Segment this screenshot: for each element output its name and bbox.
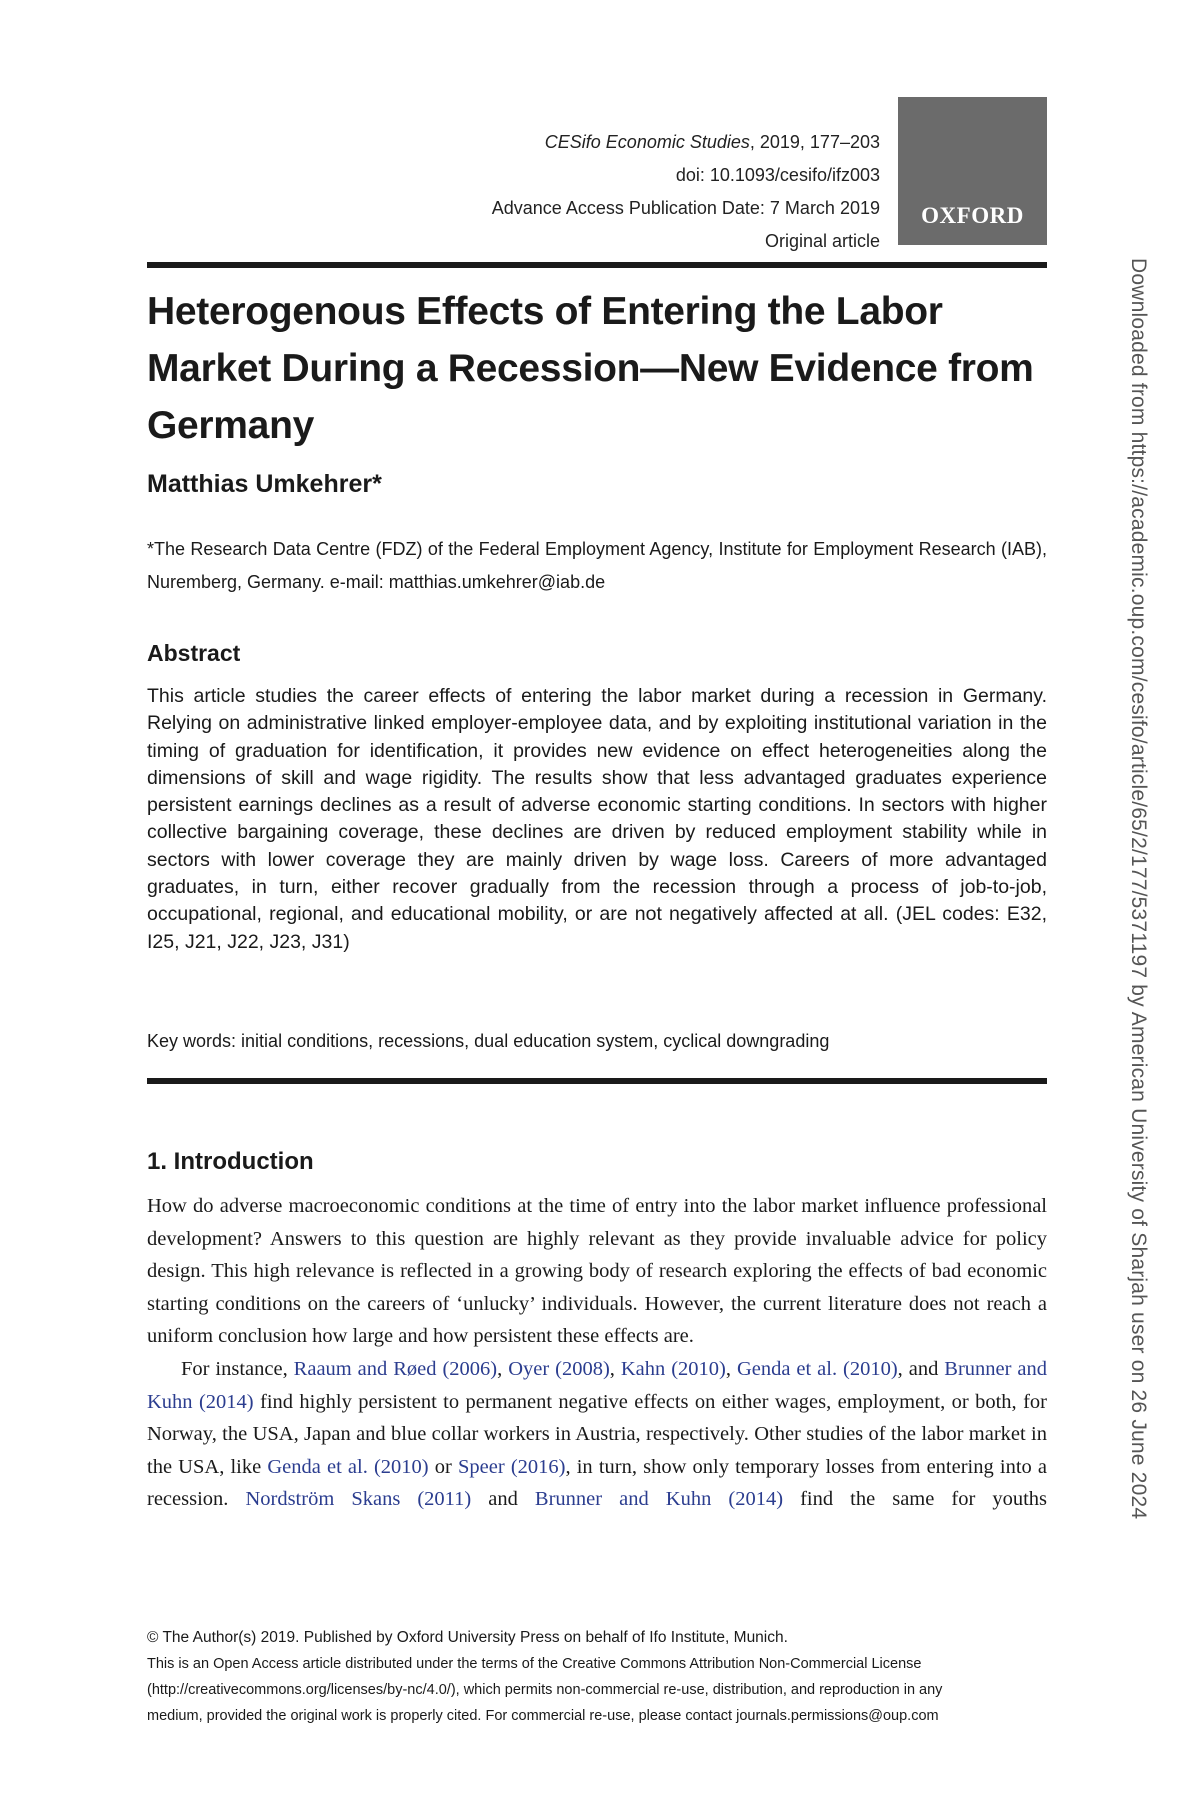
text-span: , in turn, show only temporary losses from entering into a recession. [147, 1455, 1048, 1511]
keywords [147, 1028, 1047, 1054]
citation-volume-pages: , 2019, 177–203 [749, 132, 880, 152]
text-span: find highly persistent to permanent negative effects on either wages, employment, or both, for Norway, the USA, Japan and blue collar workers in Austria, respectively. Other studies of the labor market in the USA, like [147, 1390, 1047, 1478]
header-divider [147, 262, 1047, 268]
page-footer [147, 1625, 1047, 1729]
text-span: , [609, 1357, 621, 1380]
intro-paragraph-1: How do adverse macroeconomic conditions at the time of entry into the labor market influence professional development? Answers to this question are highly relevant as they provide invaluable advice for policy design. This high relevance is reflected in a growing body of research exploring the effects of bad economic starting conditions on the careers of ‘unlucky’ individuals. However, the current literature does not reach a uniform conclusion how large and how persistent these effects are. [147, 1195, 1047, 1348]
section-heading-introduction: 1. Introduction [147, 1148, 314, 1175]
journal-citation [492, 126, 880, 159]
citation-link[interactable]: Kahn (2010) [620, 1357, 726, 1380]
abstract-text: This article studies the career effects of entering the labor market during a recession in Germany. Relying on administrative linked employer-employee data, and by exploiting institutional variation in the timing of graduation for identification, it provides new evidence on effect heterogeneities along the dimensions of skill and wage rigidity. The results show that less advantaged graduates experience persistent earnings declines as a result of adverse economic starting conditions. In sectors with higher collective bargaining coverage, these declines are driven by reduced employment stability while in sectors with lower coverage they are mainly driven by wage loss. Careers of more advantaged graduates, in turn, either recover gradually from the recession through a process of job-to-job, occupational, regional, and educational mobility, or are not negatively affected at all. (JEL codes: E32, I25, J21, J22, J23, J31) [147, 685, 1047, 953]
citation-link[interactable]: Genda et al. (2010) [267, 1455, 429, 1478]
text-span: For instance, [181, 1357, 294, 1380]
introduction-body [147, 1190, 1047, 1516]
copyright-notice: © The Author(s) 2019. Published by Oxford University Press on behalf of Ifo Institute, Munich. [147, 1629, 788, 1646]
article-type: Original article [764, 231, 880, 251]
license-line: medium, provided the original work is properly cited. For commercial re-use, please contact journals.permissions@oup.com [147, 1708, 939, 1724]
download-watermark: Downloaded from https://academic.oup.com/cesifo/article/65/2/177/5371197 by American University of Sharjah user on 26 June 2024 [1127, 258, 1150, 1520]
oxford-logo-text: OXFORD [921, 203, 1024, 228]
author-affiliation: *The Research Data Centre (FDZ) of the Federal Employment Agency, Institute for Employment Research (IAB), Nuremberg, Germany. e-mail: matthias.umkehrer@iab.de [147, 539, 1047, 592]
text-span: or [428, 1455, 458, 1478]
article-header-meta [492, 126, 880, 258]
text-span: , [725, 1357, 737, 1380]
keywords-text: initial conditions, recessions, dual education system, cyclical downgrading [236, 1031, 830, 1051]
citation-link[interactable]: Brunner and Kuhn (2014) [147, 1357, 1048, 1413]
author-name: Matthias Umkehrer* [147, 470, 382, 498]
doi[interactable]: doi: 10.1093/cesifo/ifz003 [675, 165, 880, 185]
citation-link[interactable]: Speer (2016) [458, 1455, 566, 1478]
abstract-divider [147, 1078, 1047, 1084]
abstract-heading: Abstract [147, 640, 241, 666]
intro-paragraph-2 [147, 1353, 1047, 1516]
citation-link[interactable]: Genda et al. (2010) [736, 1357, 898, 1380]
citation-link[interactable]: Raaum and Røed (2006) [293, 1357, 498, 1380]
text-span: , [497, 1357, 509, 1380]
text-span: find the same for youths [783, 1488, 1047, 1511]
license-line: This is an Open Access article distributed under the terms of the Creative Commons Attribution Non-Commercial License [147, 1656, 922, 1672]
citation-link[interactable]: Brunner and Kuhn (2014) [534, 1488, 784, 1511]
text-span: , and [897, 1357, 945, 1380]
license-line: (http://creativecommons.org/licenses/by-nc/4.0/), which permits non-commercial re-use, distribution, and reproduction in any [147, 1682, 943, 1698]
oxford-logo [898, 97, 1047, 245]
keywords-label: Key words: [147, 1031, 237, 1051]
publication-date: Advance Access Publication Date: 7 March 2019 [491, 198, 880, 218]
citation-link[interactable]: Nordström Skans (2011) [245, 1488, 472, 1511]
text-span: and [471, 1488, 535, 1511]
citation-link[interactable]: Oyer (2008) [508, 1357, 610, 1380]
journal-name: CESifo Economic Studies [544, 132, 750, 152]
article-title: Heterogenous Effects of Entering the Labor Market During a Recession—New Evidence from Germany [147, 290, 1034, 447]
